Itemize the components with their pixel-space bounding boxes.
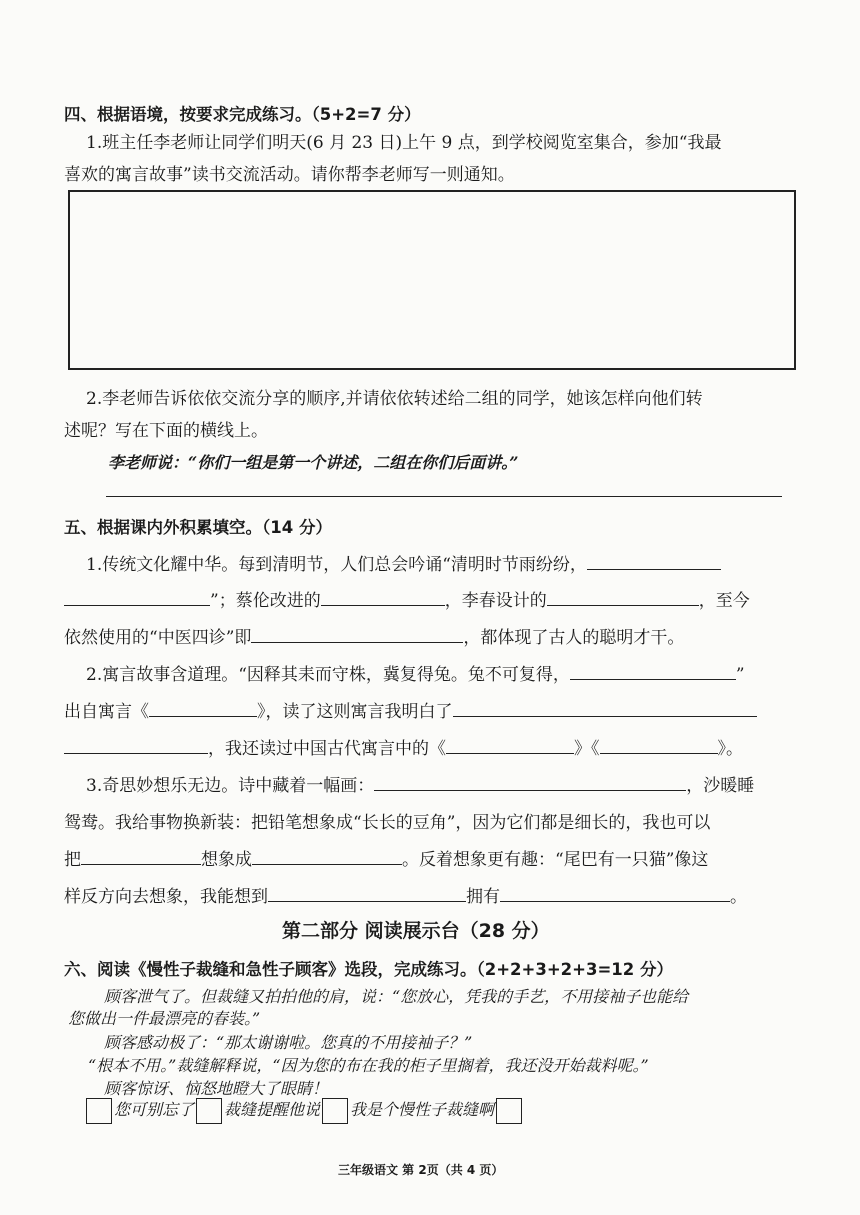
blank[interactable] [64,735,208,754]
blank[interactable] [149,698,257,717]
s6-p4: 顾客惊讶、恼怒地瞪大了眼睛！ [104,1079,329,1098]
blank[interactable] [252,846,402,865]
q2-quote: 李老师说：“你们一组是第一个讲述，二组在你们后面讲。” [108,453,519,472]
blank[interactable] [268,883,466,902]
blank[interactable] [453,698,757,717]
s5-q2-row1: 2.寓言故事含道理。“因释其耒而守株，冀复得兔。兔不可复得， ” [86,660,745,685]
s5-q1-row1: 1.传统文化耀中华。每到清明节，人们总会吟诵“清明时节雨纷纷， [86,550,721,575]
q2-answer-line[interactable] [106,496,782,497]
s5-q1-row2: ”；蔡伦改进的 ，李春设计的 ，至今 [64,586,750,611]
s5-q1-row3: 依然使用的“中医四诊”即 ，都体现了古人的聪明才干。 [64,623,684,648]
blank[interactable] [64,587,210,606]
section6-title: 六、阅读《慢性子裁缝和急性子顾客》选段，完成练习。（2+2+3+2+3=12 分） [64,960,673,979]
section4-title: 四、根据语境，按要求完成练习。（5+2=7 分） [64,105,421,124]
q2-line2: 述呢？写在下面的横线上。 [64,421,268,441]
s5-q3-row1: 3.奇思妙想乐无边。诗中藏着一幅画： ，沙暖睡 [86,771,754,796]
page-footer: 三年级语文 第 2页（共 4 页） [338,1163,504,1177]
blank[interactable] [570,661,736,680]
blank[interactable] [446,735,574,754]
s5-q3-row2: 鸳鸯。我给事物换新装：把铅笔想象成“长长的豆角”，因为它们都是细长的，我也可以 [64,813,711,833]
part2-title: 第二部分 阅读展示台（28 分） [282,920,550,942]
q2-line1: 2.李老师告诉依依交流分享的顺序,并请依依转述给二组的同学，她该怎样向他们转 [86,389,703,409]
q1-line1: 1.班主任李老师让同学们明天(6 月 23 日)上午 9 点，到学校阅览室集合，参加“我最 [86,133,722,153]
blank[interactable] [500,883,730,902]
s5-q3-row4: 样反方向去想象，我能想到 拥有 。 [64,882,747,907]
punctuation-box[interactable] [322,1098,348,1124]
notice-writing-box[interactable] [68,190,796,370]
s5-q2-row3: ，我还读过中国古代寓言中的《 》《 》。 [64,734,743,759]
blank[interactable] [81,846,201,865]
s6-p1-line1: 顾客泄气了。但裁缝又拍拍他的肩，说：“您放心，凭我的手艺，不用接袖子也能给 [104,987,689,1006]
s6-p1-line2: 您做出一件最漂亮的春装。” [68,1009,261,1028]
blank[interactable] [547,587,699,606]
section5-title: 五、根据课内外积累填空。（14 分） [64,518,332,537]
punctuation-row: 您可别忘了 裁缝提醒他说 我是个慢性子裁缝啊 [84,1097,524,1124]
s6-p3: “根本不用。”裁缝解释说，“因为您的布在我的柜子里搁着，我还没开始裁料呢。” [88,1056,649,1075]
s6-p2: 顾客感动极了：“那太谢谢啦。您真的不用接袖子？” [104,1033,473,1052]
blank[interactable] [587,551,721,570]
s5-q2-row2: 出自寓言《 》，读了这则寓言我明白了 [64,697,757,722]
blank[interactable] [251,624,463,643]
punctuation-box[interactable] [196,1098,222,1124]
s5-q3-row3: 把 想象成 。反着想象更有趣：“尾巴有一只猫”像这 [64,845,708,870]
punctuation-box[interactable] [86,1098,112,1124]
blank[interactable] [321,587,445,606]
blank[interactable] [600,735,718,754]
q1-line2: 喜欢的寓言故事”读书交流活动。请你帮李老师写一则通知。 [64,165,515,185]
blank[interactable] [374,772,686,791]
punctuation-box[interactable] [496,1098,522,1124]
